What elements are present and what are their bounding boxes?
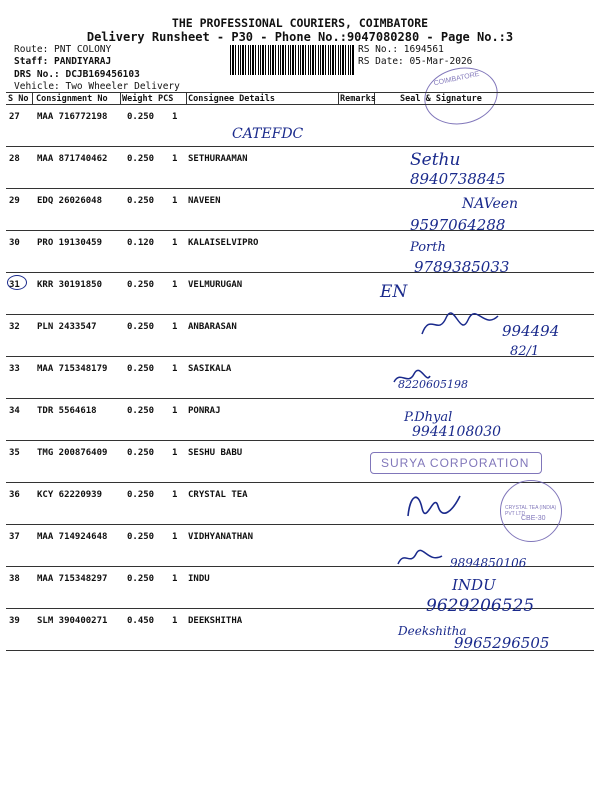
table-top-border bbox=[6, 92, 594, 93]
consignee-cell: INDU bbox=[188, 574, 210, 584]
weight-cell: 0.250 bbox=[127, 532, 155, 542]
header-weight: Weight bbox=[122, 94, 153, 104]
drs-number: DRS No.: DCJB169456103 bbox=[14, 69, 140, 80]
sno-cell: 29 bbox=[9, 196, 20, 206]
phone-r30: 9789385033 bbox=[414, 258, 510, 276]
route-label: Route: PNT COLONY bbox=[14, 44, 112, 55]
consignee-cell: SETHURAAMAN bbox=[188, 154, 248, 164]
table-row bbox=[6, 357, 594, 395]
consignment-cell: MAA 871740462 bbox=[37, 154, 108, 164]
pcs-cell: 1 bbox=[172, 364, 178, 374]
coimbatore-stamp-text: COIMBATORE bbox=[433, 70, 481, 88]
consignee-cell: SASIKALA bbox=[188, 364, 232, 374]
pcs-cell: 1 bbox=[172, 322, 178, 332]
surya-stamp-text: SURYA CORPORATION bbox=[381, 456, 530, 470]
sno-cell: 37 bbox=[9, 532, 20, 542]
consignee-cell: DEEKSHITHA bbox=[188, 616, 243, 626]
consignment-cell: TMG 200876409 bbox=[37, 448, 108, 458]
table-row bbox=[6, 147, 594, 185]
circle-mark bbox=[7, 275, 27, 290]
sno-cell: 32 bbox=[9, 322, 20, 332]
weight-cell: 0.250 bbox=[127, 448, 155, 458]
sno-cell: 30 bbox=[9, 238, 20, 248]
consignee-cell: NAVEEN bbox=[188, 196, 221, 206]
runsheet-table bbox=[6, 92, 594, 658]
pcs-cell: 1 bbox=[172, 616, 178, 626]
phone-r37: 9894850106 bbox=[450, 556, 527, 570]
consignee-cell: SESHU BABU bbox=[188, 448, 243, 458]
sno-cell: 35 bbox=[9, 448, 20, 458]
col-divider bbox=[338, 92, 339, 104]
crystal-tea-stamp bbox=[500, 480, 562, 542]
staff-label: Staff: PANDIYARAJ bbox=[14, 56, 112, 67]
crystal-stamp-text: CRYSTAL TEA (INDIA) PVT LTD bbox=[505, 505, 557, 517]
consignment-cell: KRR 30191850 bbox=[37, 280, 103, 290]
consignment-cell: MAA 714924648 bbox=[37, 532, 108, 542]
consignment-cell: KCY 62220939 bbox=[37, 490, 103, 500]
phone-r28: 8940738845 bbox=[410, 170, 506, 188]
phone-r33: 8220605198 bbox=[398, 378, 468, 391]
consignment-cell: MAA 716772198 bbox=[37, 112, 108, 122]
surya-stamp bbox=[370, 452, 542, 474]
consignee-cell: VIDHYANATHAN bbox=[188, 532, 254, 542]
consignment-cell: EDQ 26026048 bbox=[37, 196, 103, 206]
phone-r34: 9944108030 bbox=[412, 424, 502, 440]
runsheet-title: Delivery Runsheet - P30 - Phone No.:9047080280 - Page No.:3 bbox=[86, 30, 514, 44]
col-divider bbox=[120, 92, 121, 104]
pcs-cell: 1 bbox=[172, 196, 178, 206]
consignment-cell: MAA 715348179 bbox=[37, 364, 108, 374]
phone-r32: 994494 bbox=[502, 322, 560, 340]
consignee-cell: PONRAJ bbox=[188, 406, 221, 416]
consignment-cell: SLM 390400271 bbox=[37, 616, 108, 626]
pcs-cell: 1 bbox=[172, 532, 178, 542]
signature-r28: Sethu bbox=[410, 150, 461, 170]
sno-cell: 34 bbox=[9, 406, 20, 416]
signature-r34: P.Dhyal bbox=[404, 410, 453, 425]
header-remarks: Remarks bbox=[340, 94, 376, 104]
header-pcs: PCS bbox=[158, 94, 174, 104]
signature-r27: CATEFDC bbox=[232, 126, 304, 142]
weight-cell: 0.120 bbox=[127, 238, 155, 248]
signature-scribble-r36 bbox=[404, 486, 464, 522]
pcs-cell: 1 bbox=[172, 280, 178, 290]
sno-cell: 33 bbox=[9, 364, 20, 374]
signature-r31: EN bbox=[380, 282, 408, 302]
weight-cell: 0.250 bbox=[127, 406, 155, 416]
pcs-cell: 1 bbox=[172, 406, 178, 416]
pcs-cell: 1 bbox=[172, 490, 178, 500]
consignment-cell: PRO 19130459 bbox=[37, 238, 103, 248]
pcs-cell: 1 bbox=[172, 574, 178, 584]
pcs-cell: 1 bbox=[172, 448, 178, 458]
consignee-cell: KALAISELVIPRO bbox=[188, 238, 259, 248]
header-consignment: Consignment No bbox=[36, 94, 108, 104]
header-consignee: Consignee Details bbox=[188, 94, 275, 104]
consignee-cell: VELMURUGAN bbox=[188, 280, 243, 290]
consignee-cell: CRYSTAL TEA bbox=[188, 490, 248, 500]
crystal-stamp-mid: CBE-30 bbox=[521, 515, 546, 522]
table-row bbox=[6, 273, 594, 311]
signature-scribble-r32 bbox=[420, 310, 500, 340]
sno-cell: 28 bbox=[9, 154, 20, 164]
weight-cell: 0.250 bbox=[127, 196, 155, 206]
barcode bbox=[230, 45, 354, 75]
sno-cell: 31 bbox=[9, 280, 20, 290]
sno-cell: 27 bbox=[9, 112, 20, 122]
phone-r29: 9597064288 bbox=[410, 216, 506, 234]
phone-r38: 9629206525 bbox=[426, 596, 535, 616]
weight-cell: 0.250 bbox=[127, 322, 155, 332]
consignment-cell: TDR 5564618 bbox=[37, 406, 97, 416]
signature-r29: NAVeen bbox=[462, 196, 519, 212]
consignment-cell: PLN 2433547 bbox=[37, 322, 97, 332]
table-row bbox=[6, 399, 594, 437]
pcs-cell: 1 bbox=[172, 154, 178, 164]
sno-cell: 38 bbox=[9, 574, 20, 584]
consignment-cell: MAA 715348297 bbox=[37, 574, 108, 584]
signature-r30: Porth bbox=[410, 240, 446, 255]
consignee-cell: ANBARASAN bbox=[188, 322, 237, 332]
pcs-cell: 1 bbox=[172, 112, 178, 122]
weight-cell: 0.250 bbox=[127, 574, 155, 584]
signature-r38: INDU bbox=[452, 576, 496, 594]
note-r32: 82/1 bbox=[510, 344, 540, 359]
col-divider bbox=[186, 92, 187, 104]
col-divider bbox=[32, 92, 33, 104]
rs-date: RS Date: 05-Mar-2026 bbox=[358, 56, 473, 67]
signature-r39: Deekshitha bbox=[398, 624, 467, 638]
header-seal: Seal & Signature bbox=[400, 94, 482, 104]
weight-cell: 0.250 bbox=[127, 364, 155, 374]
weight-cell: 0.250 bbox=[127, 112, 155, 122]
weight-cell: 0.250 bbox=[127, 154, 155, 164]
rs-number: RS No.: 1694561 bbox=[358, 44, 444, 55]
signature-scribble-r37 bbox=[396, 546, 446, 570]
company-title: THE PROFESSIONAL COURIERS, COIMBATORE bbox=[171, 16, 429, 30]
weight-cell: 0.250 bbox=[127, 280, 155, 290]
header-sno: S No bbox=[8, 94, 29, 104]
sno-cell: 39 bbox=[9, 616, 20, 626]
weight-cell: 0.450 bbox=[127, 616, 155, 626]
vehicle-label: Vehicle: Two Wheeler Delivery bbox=[14, 81, 180, 92]
sno-cell: 36 bbox=[9, 490, 20, 500]
phone-r39: 9965296505 bbox=[454, 634, 550, 652]
weight-cell: 0.250 bbox=[127, 490, 155, 500]
pcs-cell: 1 bbox=[172, 238, 178, 248]
